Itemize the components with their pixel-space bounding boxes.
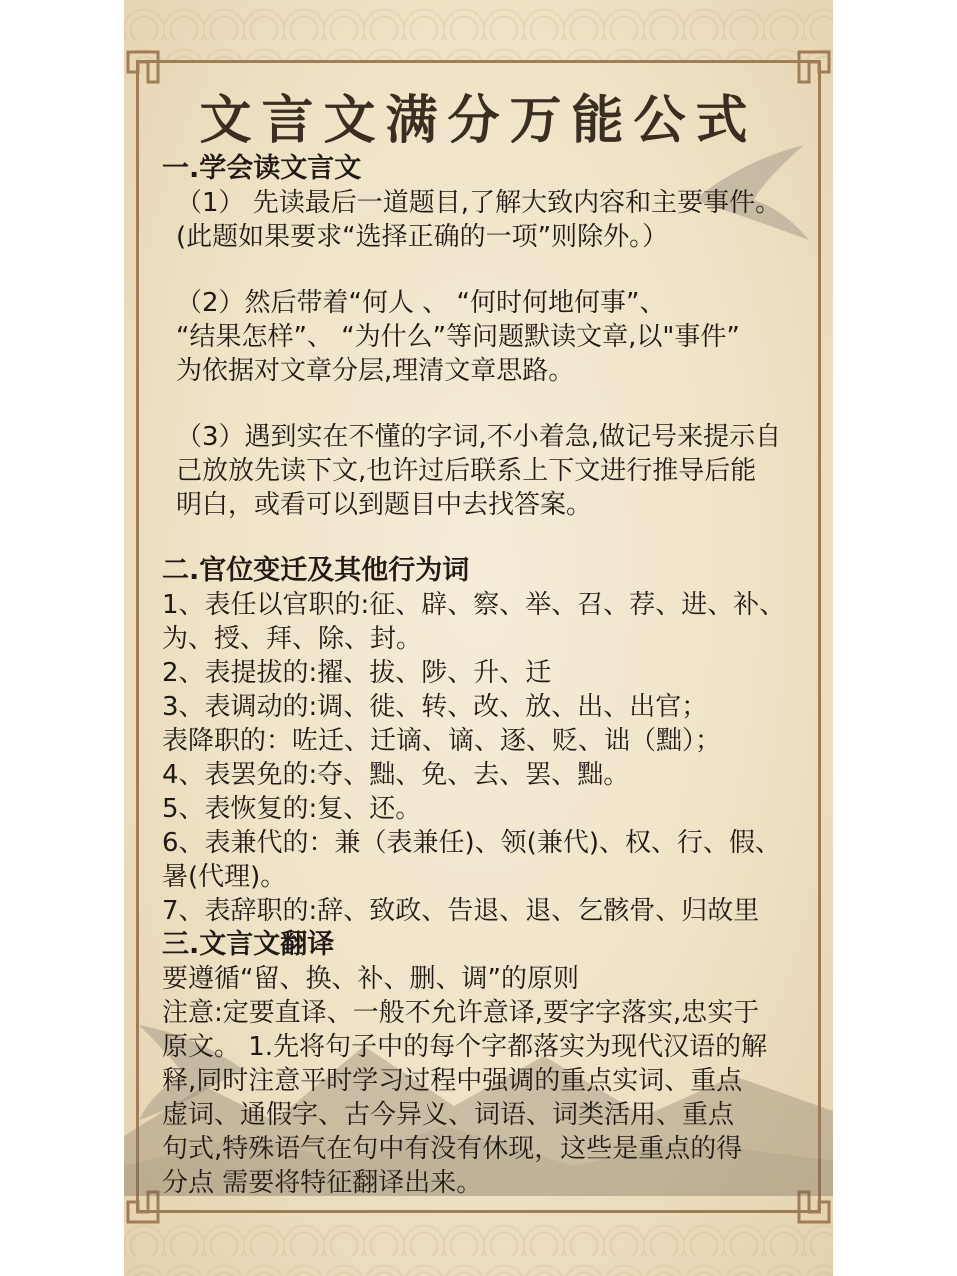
text-line: 明白，或看可以到题目中去找答案。 [176, 490, 593, 520]
text-line: 1、表任以官职的:征、辟、察、举、召、荐、进、补、 [162, 590, 786, 620]
text-line: 虚词、通假字、古今异义、词语、词类活用、重点 [162, 1100, 735, 1130]
section-heading: 一.学会读文言文 [162, 153, 362, 184]
text-line: (此题如果要求“选择正确的一项”则除外。） [176, 222, 669, 252]
text-line: 句式,特殊语气在句中有没有休现，这些是重点的得 [162, 1134, 743, 1164]
paragraph-block [162, 286, 822, 388]
poster-card [124, 0, 833, 1276]
frame-top-line [136, 60, 821, 63]
text-line: 7、表辞职的:辞、致政、告退、退、乞骸骨、归故里 [162, 896, 760, 926]
text-line: 暑(代理)。 [162, 862, 287, 892]
text-line: 为、授、拜、除、封。 [162, 624, 423, 654]
text-line: 为依据对文章分层,理清文章思路。 [176, 356, 575, 386]
text-line: （3）遇到实在不懂的字词,不小着急,做记号来提示自 [176, 422, 782, 452]
top-wave-pattern [124, 0, 833, 60]
text-line: 注意:定要直译、一般不允许意译,要字字落实,忠实于 [162, 998, 760, 1028]
text-line: 表降职的：咗迁、迁谪、谪、逐、贬、诎（黜）； [162, 726, 722, 756]
text-line: 要遵循“留、换、补、删、调”的原则 [162, 964, 579, 994]
text-line: 己放放先读下文,也许过后联系上下文进行推导后能 [176, 456, 757, 486]
text-line: 分点 需要将特征翻译出来。 [162, 1168, 483, 1198]
text-line: 释,同时注意平时学习过程中强调的重点实词、重点 [162, 1066, 743, 1096]
frame-bottom-line [136, 1210, 821, 1213]
text-line: （2）然后带着“何人 、 “何时何地何事”、 [176, 288, 666, 318]
content-body [162, 152, 822, 1200]
bottom-wave-pattern [124, 1216, 833, 1276]
text-line: 4、表罢免的:夺、黜、免、去、罢、黜。 [162, 760, 630, 790]
text-line: “结果怎样”、 “为什么”等问题默读文章,以"事件” [176, 322, 740, 352]
page-title: 文言文满分万能公式 [199, 90, 758, 151]
text-line: 原文。 1.先将句子中的每个字都落实为现代汉语的解 [162, 1032, 768, 1062]
paragraph-block [162, 186, 822, 254]
text-line: （1） 先读最后一道题目,了解大致内容和主要事件。 [176, 188, 782, 218]
text-line: 3、表调动的:调、徙、转、改、放、出、出官； [162, 692, 708, 722]
section-heading: 二.官位变迁及其他行为词 [162, 555, 470, 586]
text-line: 6、表兼代的：兼（表兼任)、领(兼代)、权、行、假、 [162, 828, 781, 858]
text-line: 5、表恢复的:复、还。 [162, 794, 422, 824]
text-line: 2、表提拔的:擢、拔、陟、升、迁 [162, 658, 552, 688]
section-heading: 三.文言文翻译 [162, 929, 335, 960]
paragraph-block [162, 420, 822, 522]
